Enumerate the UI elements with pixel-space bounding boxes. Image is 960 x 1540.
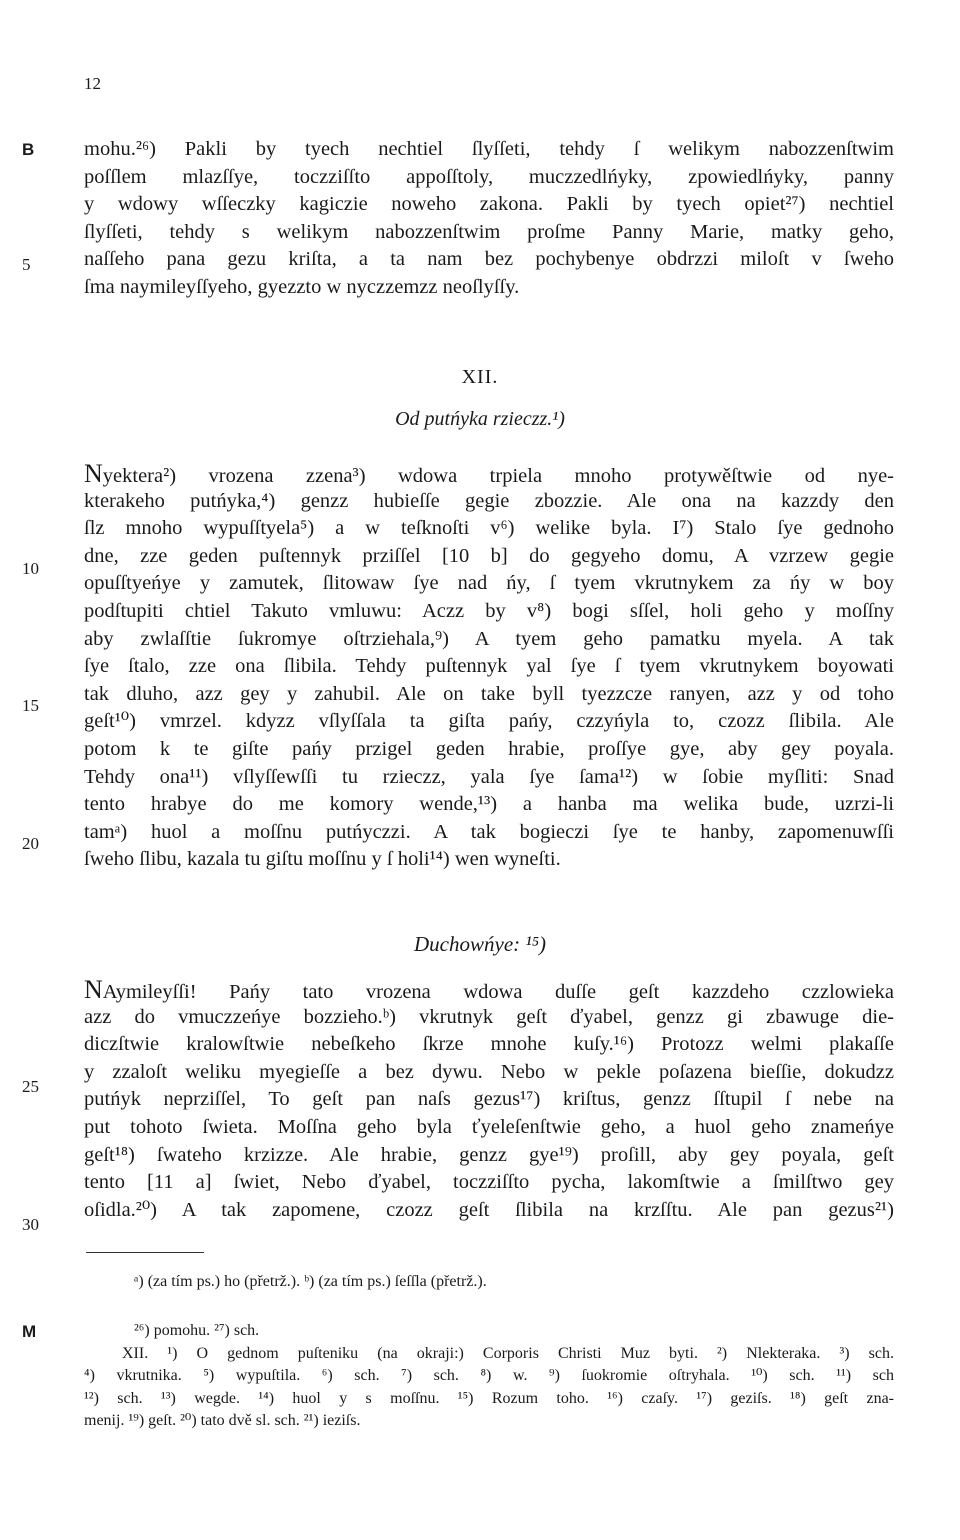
- line-number-10: 10: [22, 559, 39, 578]
- text-line: tento [11 a] ſwiet, Nebo ďyabel, toczziſſto pycha, lakomſtwie a ſmilſtwo gey: [84, 1171, 894, 1194]
- text-line: oſidla.²⁰) A tak zapomene, czozz geſt ſlibila na krzſſtu. Ale pan gezus²¹): [84, 1198, 894, 1221]
- text-line: [84, 976, 894, 1004]
- text-line: potom k te giſte pańy przigel geden hrabie, proſſye gye, aby gey poyala.: [84, 737, 894, 760]
- text-line: diczſtwie kralowſtwie nebeſkeho ſkrze mnohe kuſy.¹⁶) Protozz welmi plakaſſe: [84, 1033, 894, 1056]
- line-number-30: 30: [22, 1215, 39, 1234]
- variant-footnote: ᵃ) (za tím ps.) ho (přetrž.). ᵇ) (za tím ps.) ſeſſla (přetrž.).: [134, 1273, 487, 1290]
- text-line: naſſeho pana gezu kriſta, a ta nam bez pochybenye obdrzzi miloſt v ſweho: [84, 248, 894, 271]
- footnotes-block: [122, 1320, 894, 1365]
- story-paragraph: [84, 460, 894, 874]
- text-line: azz do vmuczzeńye bozzieho.ᵇ) vkrutnyk geſt ďyabel, genzz gi zbawuge die-: [84, 1005, 894, 1028]
- footnote-divider: [86, 1252, 204, 1253]
- text-line: ſweho ſlibu, kazala tu giſtu moſſnu y ſ holi¹⁴) wen wyneſti.: [84, 848, 561, 871]
- text-line: podſtupiti chtiel Takuto vmluwu: Aczz by v⁸) bogi sſſel, holi geho y moſſny: [84, 599, 894, 622]
- spiritual-paragraph: [84, 976, 894, 1224]
- section-marker-b: B: [22, 140, 35, 159]
- text-line: [84, 460, 894, 488]
- drop-letter: N: [84, 460, 103, 488]
- line-number-15: 15: [22, 696, 39, 715]
- chapter-number: XII.: [461, 366, 499, 388]
- text-line: tento hrabye do me komory wende,¹³) a hanba ma welika bude, uzrzi-li: [84, 793, 894, 816]
- text-line: y wdowy wſſeczky kagiczie noweho zakona. Pakli by tyech opiet²⁷) nechtiel: [84, 193, 894, 216]
- text-line: ſma naymileyſſyeho, gyezzto w nyczzemzz neoſlyſſy.: [84, 275, 520, 298]
- text-line: aby zwlaſſtie ſukromye oſtrziehala,⁹) A tyem geho pamatku myela. A tak: [84, 627, 894, 650]
- footnote-line: menij. ¹⁹) geſt. ²⁰) tato dvě sl. sch. ²¹) ieziſs.: [84, 1412, 361, 1429]
- line-number-20: 20: [22, 834, 39, 853]
- footnote-line: ²⁶) pomohu. ²⁷) sch.: [134, 1322, 260, 1339]
- text-line: kterakeho putńyka,⁴) genzz hubieſſe gegie zbozzie. Ale ona na kazzdy den: [84, 489, 894, 512]
- text-line: opuſſtyeńye y zamutek, ſlitowaw ſye nad ńy, ſ tyem vkrutnykem za ńy w boy: [84, 572, 894, 595]
- text-line: ſlz mnoho wypuſſtyela⁵) a w teſknoſti v⁶) welike byla. I⁷) Stalo ſye gednoho: [84, 517, 894, 540]
- text-line: tamᵃ) huol a moſſnu putńyczzi. A tak bogieczi ſye te hanby, zapomenuwſſi: [84, 820, 894, 843]
- subsection-title: Duchowńye: ¹⁵): [414, 932, 546, 956]
- text-line: Tehdy ona¹¹) vſlyſſewſſi tu rzieczz, yala ſye ſama¹²) w ſobie myſliti: Snad: [84, 765, 894, 788]
- text-line: ſye ſtalo, zze ona ſlibila. Tehdy puſtennyk yal ſye ſ tyem vkrutnykem boyowati: [84, 655, 894, 678]
- text-line: ſlyſſeti, tehdy s welikym nabozzenſtwim proſme Panny Marie, matky geho,: [84, 220, 894, 243]
- text-line: dne, zze geden puſtennyk prziſſel [10 b] do gegyeho domu, A vzrzew gegie: [84, 544, 894, 567]
- text-line: geſt¹⁰) vmrzel. kdyzz vſlyſſala ta giſta pańy, czzyńyla to, czozz ſlibila. Ale: [84, 710, 894, 733]
- text-line: put tohoto ſwieta. Moſſna geho byla ťyeleſenſtwie geho, a huol geho znameńye: [84, 1115, 894, 1138]
- text-line-content: Aymileyſſi! Pańy tato vrozena wdowa duſſe geſt kazzdeho czzlowieka: [102, 981, 894, 1003]
- line-number-25: 25: [22, 1077, 39, 1096]
- text-line: tak dluho, azz gey y zahubil. Ale on take byll tyezzcze ranyen, azz y od toho: [84, 682, 894, 705]
- text-line: putńyk neprziſſel, To geſt pan naſs gezus¹⁷) kriſtus, genzz ſſtupil ſ nebe na: [84, 1088, 894, 1111]
- text-line: y zzaloſt weliku myegieſſe a bez dywu. Nebo w pekle poſazena bieſſie, dokudzz: [84, 1060, 894, 1083]
- chapter-title: Od putńyka rzieczz.¹): [395, 408, 565, 430]
- text-line: geſt¹⁸) ſwateho krzizze. Ale hrabie, genzz gye¹⁹) proſill, aby gey poyala, geſt: [84, 1143, 894, 1166]
- line-number-5: 5: [22, 255, 31, 274]
- footnote-line: ⁴) vkrutnika. ⁵) wypuſtila. ⁶) sch. ⁷) sch. ⁸) w. ⁹) ſuokromie oſtryhala. ¹⁰) sch. ¹¹) sch: [84, 1367, 894, 1384]
- text-line: mohu.²⁶) Pakli by tyech nechtiel ſlyſſeti, tehdy ſ welikym nabozzenſtwim: [84, 138, 894, 160]
- intro-paragraph: [84, 136, 894, 302]
- text-line-content: yektera²) vrozena zzena³) wdowa trpiela mnoho protywěſtwie od nye-: [102, 465, 894, 487]
- footnote-line: XII. ¹) O gednom puſteniku (na okraji:) Corporis Christi Muz byti. ²) Nlekteraka. ³) sch.: [122, 1344, 894, 1362]
- footnotes-block-continued: [84, 1365, 894, 1433]
- page-number: 12: [84, 74, 101, 93]
- section-marker-m: M: [22, 1322, 37, 1341]
- text-line: poſſlem mlazſſye, toczziſſto appoſſtoly, muczzedlńyky, zpowiedlńyky, panny: [84, 165, 894, 188]
- drop-letter: N: [84, 976, 103, 1004]
- footnote-line: ¹²) sch. ¹³) wegde. ¹⁴) huol y s moſſnu. ¹⁵) Rozum toho. ¹⁶) czaſy. ¹⁷) geziſs. ¹⁸) geſt zna-: [84, 1389, 894, 1407]
